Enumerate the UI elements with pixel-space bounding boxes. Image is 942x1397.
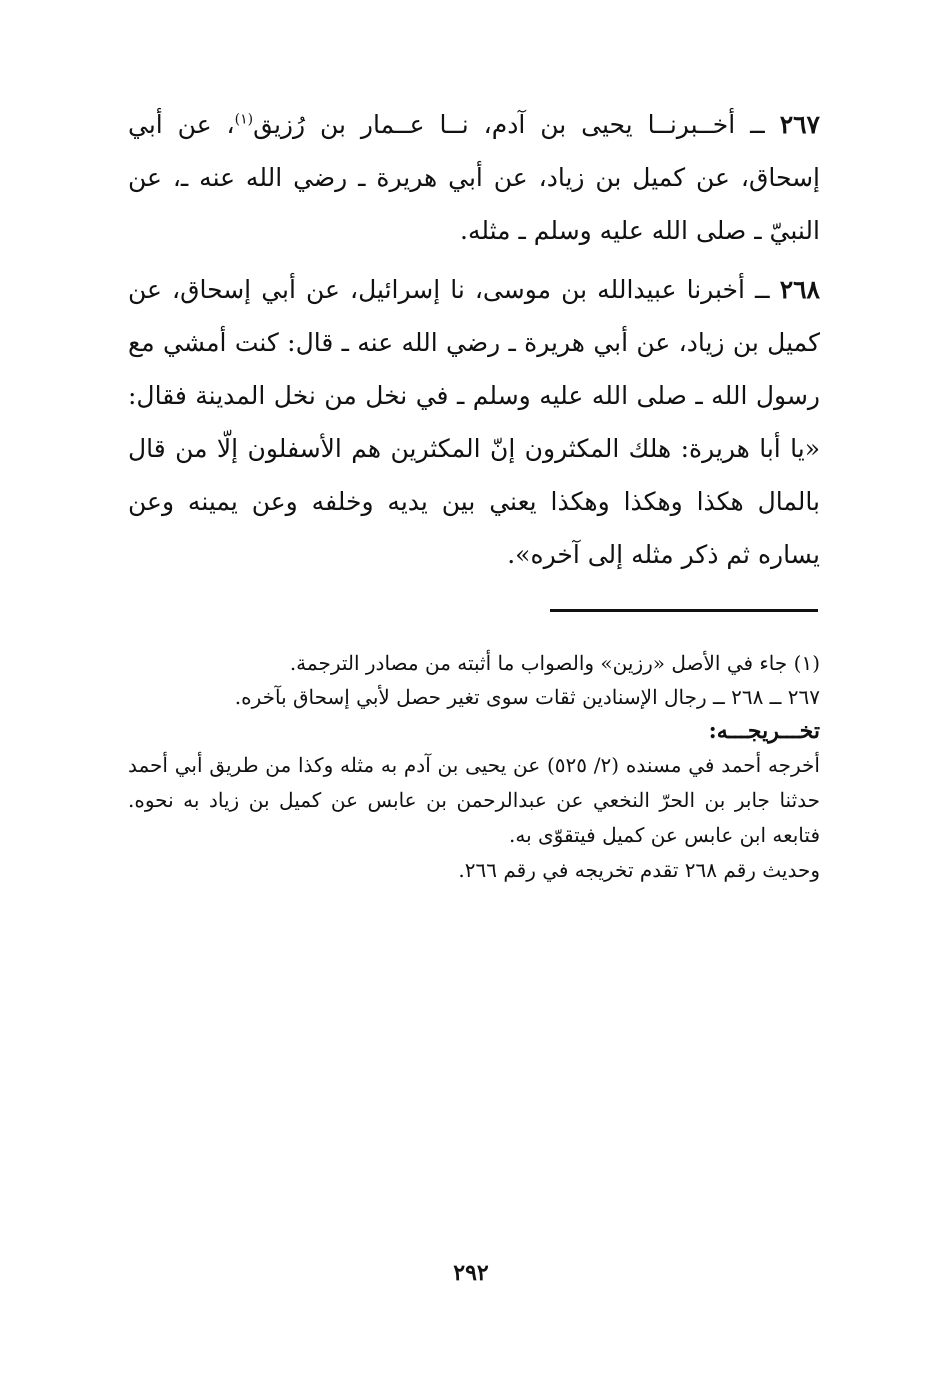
- takhrij-heading: تخـــريجـــه:: [708, 718, 820, 744]
- hadith-number: ٢٦٧: [779, 110, 820, 139]
- closing-note: وحديث رقم ٢٦٨ تقدم تخريجه في رقم ٢٦٦.: [458, 858, 820, 882]
- hadith-text: ــ أخبرنا عبيدالله بن موسى، نا إسرائيل، عن أبي إسحاق، عن كميل بن زياد، عن أبي هريرة ـ رضي الله عنه ـ قال: كنت أمشي مع رسول الله ـ صلى الله عليه وسلم ـ في نخل من نخل المدينة فقال: «يا أبا هريرة: هلك المكثرون إنّ المكثرين هم الأسفلون إلّا من قال بالمال هكذا وهكذا وهكذا يعني بين يديه وخلفه وعن يمينه وعن يساره ثم ذكر مثله إلى آخره».: [128, 275, 820, 569]
- hadith-number: ٢٦٨: [779, 275, 820, 304]
- hadith-text-continued: ، عن أبي إسحاق، عن كميل بن زياد، عن أبي هريرة ـ رضي الله عنه ـ، عن النبيّ ـ صلى الله عليه وسلم ـ مثله.: [128, 110, 820, 245]
- hadith-267: [128, 98, 820, 257]
- footnote-reference[interactable]: (١): [234, 111, 254, 128]
- main-text-block: [128, 98, 820, 581]
- footnotes-block: [128, 646, 820, 887]
- hadith-268: [128, 263, 820, 581]
- takhrij-body: أخرجه أحمد في مسنده (٢/ ٥٢٥) عن يحيى بن آدم به مثله وكذا من طريق أبي أحمد حدثنا جابر بن الحرّ النخعي عن عبدالرحمن بن عابس عن كميل بن زياد به نحوه. فتابعه ابن عابس عن كميل فيتقوّى به.: [128, 753, 820, 847]
- isnad-note: ٢٦٧ ــ ٢٦٨ ــ رجال الإسنادين ثقات سوى تغير حصل لأبي إسحاق بآخره.: [234, 685, 820, 709]
- hadith-text: ــ أخــبرنــا يحيى بن آدم، نــا عــمار بن رُزيق: [253, 110, 765, 139]
- footnote-separator: [550, 609, 818, 612]
- page-number: ٢٩٢: [453, 1260, 489, 1286]
- footnote-1: (١) جاء في الأصل «رزين» والصواب ما أثبته من مصادر الترجمة.: [289, 651, 820, 675]
